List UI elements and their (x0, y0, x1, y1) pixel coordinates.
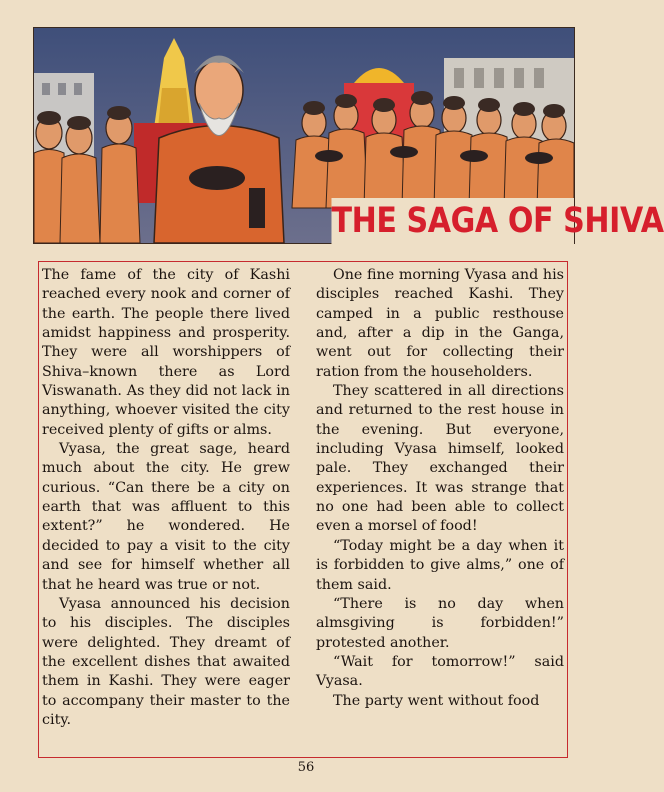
right-paragraph-2: They scattered in all directions and returned to the rest house in the evening. But everyone, including Vyasa himself, looked pale. They exchanged their experiences. It was strange that no one had been able to collect even a morsel of food! (316, 383, 564, 535)
right-paragraph-3: “Today might be a day when it is forbidden to give alms,” one of them said. (316, 537, 564, 593)
right-paragraph-1: One fine morning Vyasa and his disciples reached Kashi. They camped in a public resthouse and, after a dip in the Ganga, went out for collecting their ration from the householders. (316, 267, 564, 380)
left-paragraph-2: Vyasa, the great sage, heard much about the city. He grew curious. “Can there be a city on earth that was affluent to this extent?” he wondered. He decided to pay a visit to the city and see for himself whether all that he heard was true or not. (42, 441, 290, 593)
right-column (316, 266, 564, 711)
left-paragraph-1: The fame of the city of Kashi reached every nook and corner of the earth. The people there lived amidst happiness and prosperity. They were all worshippers of Shiva–known there as Lord Viswanath. As they did not lack in anything, whoever visited the city received plenty of gifts or alms. (42, 267, 290, 438)
right-paragraph-4: “There is no day when almsgiving is forbidden!” protested another. (316, 595, 564, 651)
story-title: THE SAGA OF SHIVA (331, 198, 574, 244)
right-paragraph-5: “Wait for tomorrow!” said Vyasa. (316, 653, 564, 690)
right-paragraph-6: The party went without food (333, 692, 540, 709)
left-column (42, 266, 290, 730)
page-number: 56 (297, 760, 315, 775)
left-paragraph-3: Vyasa announced his decision to his disciples. The disciples were delighted. They dreamt of the excellent dishes that awaited them in Kashi. They were eager to accompany their master to the city. (42, 595, 290, 728)
